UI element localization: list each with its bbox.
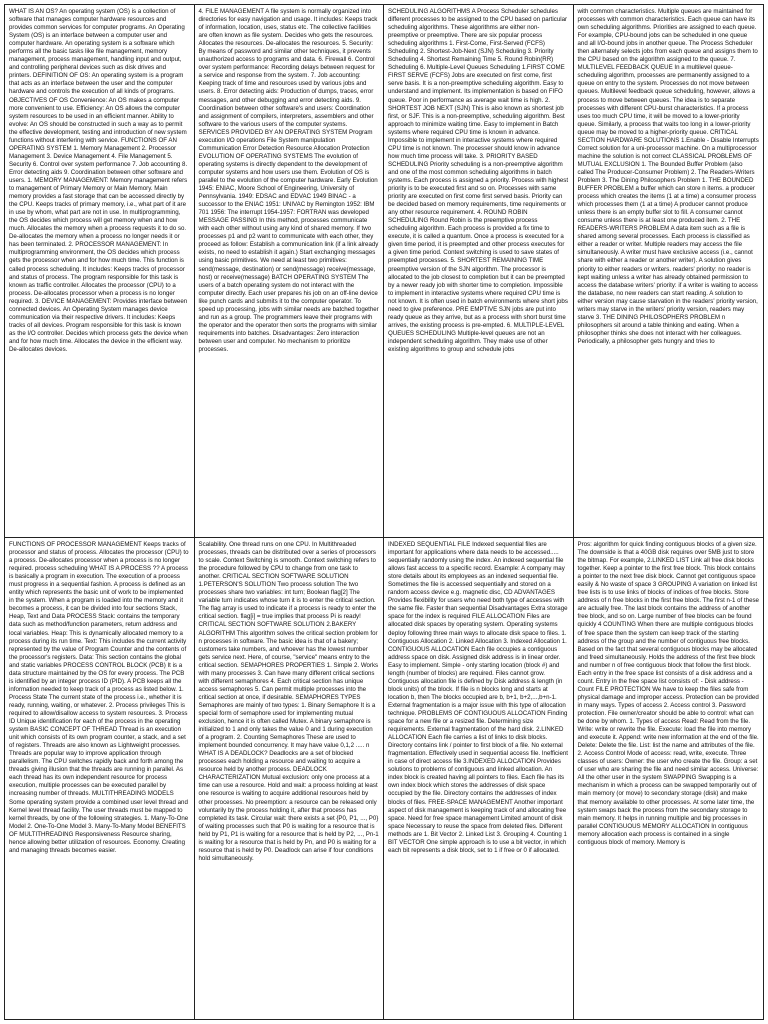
cell-heading: INDEXED SEQUENTIAL FILE xyxy=(388,541,471,548)
cell-mutual-exclusion xyxy=(574,5,764,538)
cell-body: A Process Scheduler schedules different processes to be assigned to the CPU based on particular scheduling algorithms. These algorithms are either non-preemptive or preemptive. There are six popular process scheduling algorithms 1. First-Come, First-Served (FCFS) Scheduling 2. Shortest-Job-Next (SJN) Scheduling 3. Priority Scheduling 4. Shortest Remaining Time 5. Round Robin(RR) Scheduling 6. Multiple-Level Queues Scheduling 1.FIRST COME FIRST SERVE (FCFS) Jobs are executed on first come, first serve basis. It is a non-preemptive scheduling algorithm. Easy to understand and implement. Its implementation is based on FIFO queue. Poor in performance as average wait time is high. 2. SHORTEST JOB NEXT (SJN) This is also known as shortest job first, or SJF. This is a non-preemptive, scheduling algorithm. Best approach to minimize waiting time. Easy to implement in Batch systems where required CPU time is known in advance. Impossible to implement in interactive systems where required CPU time is not known. The processer should know in advance how much time process will take. 3. PRIORITY BASED SCHEDULING Priority scheduling is a non-preemptive algorithm and one of the most common scheduling algorithms in batch systems. Each process is assigned a priority. Process with highest priority is to be executed first and so on. Processes with same priority are executed on first come first served basis. Priority can be decided based on memory requirements, time requirements or any other resource requirement. 4. ROUND ROBIN SCHEDULING Round Robin is the preemptive process scheduling algorithm. Each process is provided a fix time to execute, it is called a quantum. Once a process is executed for a given time period, it is preempted and other process executes for a given time period. Context switching is used to save states of preempted processes. 5. SHORTEST REMAINING TIME preemptive version of the SJN algorithm. The processor is allocated to the job closest to completion but it can be preempted by a newer ready job with shorter time to completion. Impossible to implement in interactive systems where required CPU time is not known. It is often used in batch environments where short jobs need to give preference. PRE EMPTIVE SJN jobs are put into ready queue as they arrive, but as a process with short burst time arrives, the existing process is pre-empted. 6. MULTIPLE-LEVEL QUEUES SCHEDULING Multiple-level queues are not an independent scheduling algorithm. They make use of other existing algorithms to group and schedule jobs xyxy=(388,8,569,353)
cell-free-space-protection xyxy=(574,538,764,1019)
cell-processor-management xyxy=(5,538,195,1019)
cell-heading: SCHEDULING ALGORITHMS xyxy=(388,8,471,15)
cell-heading: 4. FILE MANAGEMENT xyxy=(198,8,264,15)
cell-file-allocation xyxy=(384,538,574,1019)
cell-critical-section xyxy=(195,538,385,1019)
cell-body: A file system is normally organized into directories for easy navigation and usage. It includes: Keeps track of information, location, uses, status etc. The collective facilities are often known as file system. Decides who gets the resources. Allocates the resources. De-allocates the resources. 5. Security: By means of password and similar other techniques, it prevents unauthorized access to programs and data. 6. Firewall 6. Control over system performance: Recording delays between request for a service and response from the system. 7. Job accounting: Keeping track of time and resources used by various jobs and users. 8. Error detecting aids: Production of dumps, traces, error messages, and other debugging and error detecting aids. 9. Coordination between other software's and users: Coordination and assignment of compilers, interpreters, assemblers and other software to the various users of the computer systems. SERVICES PROVIDED BY AN OPERATING SYSTEM Program execution I/O operations File System manipulation Communication Error Detection Resource Allocation Protection EVOLUTION OF OPERATING SYSTEMS The evolution of operating systems is directly dependent to the development of computer systems and how users use them. Evolution of OS is parallel to the evolution of the computer hardware. Early Evolution 1945: ENIAC, Moore School of Engineering, University of Pennsylvania. 1949: EDSAC and EDVAC 1949 BINAC - a successor to the ENIAC 1951: UNIVAC by Remington 1952: IBM 701 1956: The interrupt 1954-1957: FORTRAN was developed MESSAGE PASSING In this method, processes communicate with each other without using any kind of shared memory. If two processes p1 and p2 want to communicate with each other, they proceed as follow: Establish a communication link (if a link already exists, no need to establish it again.) Start exchanging messages using basic primitives. We need at least two primitives: send(message, destination) or send(message) receive(message, host) or receive(message) BATCH OPERATING SYSTEM The users of a batch operating system do not interact with the computer directly. Each user prepares his job on an off-line device like punch cards and submits it to the computer operator. To speed up processing, jobs with similar needs are batched together and run as a group. The programmers leave their programs with the operator and the operator then sorts the programs with similar requirements into batches. Disadvantages: Zero interaction between user and computer. No mechanism to prioritize processes. xyxy=(198,8,379,353)
cell-scheduling xyxy=(384,5,574,538)
cell-body: Pros: algorithm for quick finding contiguous blocks of a given size. The downside is that a 40GB disk requires over 5MB just to store the bitmap. For example, 2.LINKED LIST Link all free disk blocks together. Keep a pointer to the first free block. This block contains a pointer to the next free disk block. Cannot get contiguous space easily & No waste of space 3 GROUPING A variation on linked list free lists is to use links of blocks of indices of free blocks. Store address of n free blocks in the first free block. The first n-1 of these are actually free. The last block contains the address of another free block, and so on. Large number of free blocks can be found quickly 4 COUNTING When there are multiple contiguous blocks of free space then the system can keep track of the starting address of the group and the number of contiguous free blocks. Based on the fact that several contiguous blocks may be allocated and freed simultaneously. Holds the address of the first free block and number n of free contiguous block that follow the first block. Each entry in the free space list consists of a disk address and a count. Entry in the free space list consists of: - Disk address - Count FILE PROTECTION We have to keep the files safe from physical damage and improper access. Protection can be provided in many ways. Types of access 2. Access control 3. Password protection. File owner/creator should be able to control: what can be done by whom. 1. Types of access Read: Read from the file. Write: write or rewrite the file. Execute: load the file into memory and execute it. Append: write new information at the end of the file. Delete: Delete the file. List: list the name and attributes of the file. 2. Access Control Mode of access: read, write, execute. Three classes of users: Owner: the user who create the file. Group: a set of user who are sharing the file and need similar access. Universe: All the other user in the system SWAPPING Swapping is a mechanism in which a process can be swapped temporarily out of main memory (or move) to secondary storage (disk) and make that memory available to other processes. At some later time, the system swaps back the process from the secondary storage to main memory. It helps in running multiple and big processes in parallel CONTIGUOUS MEMORY ALLOCATION In contiguous memory allocation each process is contained in a single contiguous block of memory. Memory is xyxy=(577,541,759,846)
cheat-sheet xyxy=(4,4,764,1020)
cell-heading: WHAT IS AN OS? xyxy=(9,8,58,15)
cell-body: Scalability. One thread runs on one CPU. In Multithreaded processes, threads can be distributed over a series of processors to scale. Context Switching is smooth. Context switching refers to the procedure followed by CPU to change from one task to another. CRITICAL SECTION SOFTWARE SOLUTION 1.PETERSON'S SOLUTION Two process solution The two processes share two variables: int turn; Boolean flag[2] The variable turn indicates whose turn it is to enter the critical section. The flag array is used to indicate if a process is ready to enter the critical section. flag[i] = true implies that process Pi is ready! CRITICAL SECTION SOFTWARE SOLUTION 2.BAKERY ALGORITHM This algorithm solves the critical section problem for n processes in software. The basic idea is that of a bakery; customers take numbers, and whoever has the lowest number gets service next. Here, of course, "service" means entry to the critical section. SEMAPHORES PROPERTIES 1. Simple 2. Works with many processes 3. Can have many different critical sections with different semaphores 4. Each critical section has unique access semaphores 5. Can permit multiple processes into the critical section at once, if desirable. SEMAPHORES TYPES Semaphores are mainly of two types: 1. Binary Semaphore It is a special form of semaphore used for implementing mutual exclusion, hence it is often called Mutex. A binary semaphore is initialized to 1 and only takes the value 0 and 1 during execution of a program. 2. Counting Semaphores These are used to implement bounded concurrency. It may have value 0,1,2 ..... n WHAT IS A DEADLOCK? Deadlocks are a set of blocked processes each holding a resource and waiting to acquire a resource held by another process. DEADLOCK CHARACTERIZATION Mutual exclusion: only one process at a time can use a resource. Hold and wait: a process holding at least one resource is waiting to acquire additional resources held by other processes. No preemption: a resource can be released only voluntarily by the process holding it, after that process has completed its task. Circular wait: there exists a set {P0, P1, ..., P0} of waiting processes such that P0 is waiting for a resource that is held by P1, P1 is waiting for a resource that is held by P2, ..., Pn-1 is waiting for a resource that is held by Pn, and P0 is waiting for a resource that is held by P0. Deadlock can arise if four conditions hold simultaneously. xyxy=(198,541,379,862)
cell-body: Indexed sequential files are important for applications where data needs to be accessed..... sequentially randomly using the index. An indexed sequential file allows fast access to a specific record. Example: A company may store details about its employees as an indexed sequential file. Sometimes the file is accessed sequentially and stored on a random access device e.g. magnetic disc, CD ADVANTAGES Provides flexibility for users who need both type of accesses with the same file. Faster than sequential Disadvantages Extra storage space for the index is required FILE ALLOCATION Files are allocated disk spaces by operating system. Operating systems deploy following three main ways to allocate disk space to files. 1. Contiguous Allocation 2. Linked Allocation 3. Indexed Allocation 1. CONTIGUOUS ALLOCATION Each file occupies a contiguous address space on disk. Assigned disk address is in linear order. Easy to implement. Simple - only starting location (block #) and length (number of blocks) are required. Files cannot grow. Contiguous allocation file is defined by Disk address & length (in block units) of the block. If file is n blocks long and starts at location b, then The blocks occupied are b, b+1, b+2,...,b+n-1. External fragmentation is a major issue with this type of allocation technique. PROBLEMS OF CONTIGUOUS ALLOCATION Finding space for a new file or a resized file. Determining size requirements. External fragmentation of the hard disk. 2.LINKED ALLOCATION Each file carries a list of links to disk blocks. Directory contains link / pointer to first block of a file. No external fragmentation. Effectively used in sequential access file. Inefficient in case of direct access file 3.INDEXED ALLOCATION Provides solutions to problems of contiguous and linked allocation. An index block is created having all pointers to files. Each file has its own index block which stores the addresses of disk space occupied by the file. Directory contains the addresses of index blocks of files. FREE-SPACE MANAGEMENT Another important aspect of disk management is keeping track of and allocating free space. Need for free space management Limited amount of disk space Necessary to reuse the space from deleted files. Different methods are 1. Bit Vector 2. Linked List 3. Grouping 4. Counting 1 BIT VECTOR One simple approach is to use a bit vector, in which each bit represents a disk block, set to 1 if free or 0 if allocated. xyxy=(388,541,569,854)
cell-os-basics xyxy=(5,5,195,538)
cell-heading: FUNCTIONS OF PROCESSOR MANAGEMENT xyxy=(9,541,142,548)
cell-file-management xyxy=(195,5,385,538)
cell-body: with common characteristics. Multiple queues are maintained for processes with common characteristics. Each queue can have its own scheduling algorithms. Priorities are assigned to each queue. For example, CPU-bound jobs can be scheduled in one queue and all I/O-bound jobs in another queue. The Process Scheduler then alternately selects jobs from each queue and assigns them to the CPU based on the algorithm assigned to the queue. 7. MULTILEVEL FEEDBACK QUEUE In a multilevel queue-scheduling algorithm, processes are permanently assigned to a queue on entry to the system. Processes do not move between queues. Multilevel feedback queue scheduling, however, allows a process to move between queues. The idea is to separate processes with different CPU-burst characteristics. If a process uses too much CPU time, it will be moved to a lower-priority queue. Similarly, a process that waits too long in a lower-priority queue may be moved to a higher-priority queue. CRITICAL SECTION HARDWARE SOLUTIONS 1.Enable - Disable Interrupts Correct solution for a uni-processor machine. On a multiprocessor machine the solution is not correct CLASSICAL PROBLEMS OF MUTUAL EXCLUSION 1. The Bounded Buffer Problem (also called The Producer-Consumer Problem) 2. The Readers-Writers Problem 3. The Dining Philosophers Problem 1. THE BOUNDED BUFFER PROBLEM a buffer which can store n items. a producer process which creates the items (1 at a time) a consumer process which processes them (1 at a time) A producer cannot produce unless there is an empty buffer slot to fill. A consumer cannot consume unless there is at least one produced item. 2. THE READERS-WRITERS PROBLEM A data item such as a file is shared among several processes. Each process is classified as either a reader or writer. Multiple readers may access the file simultaneously. A writer must have exclusive access (i.e., cannot share with either a reader or another writer). A solution gives priority to either readers or writers. readers' priority: no reader is kept waiting unless a writer has already obtained permission to access the database writers' priority: if a writer is waiting to access the database, no new readers can start reading. A solution to either version may cause starvation in the readers' priority version, writers may starve in the writers' priority version, readers may starve 3. THE DINING PHILOSOPHERS PROBLEM n philosophers sit around a table thinking and eating. When a philosopher thinks she does not interact with her colleagues. Periodically, a philosopher gets hungry and tries to xyxy=(577,8,759,345)
cell-body: An operating system (OS) is a collection of software that manages computer hardware resources and provides common services for computer programs. An Operating System (OS) is an interface between a computer user and computer hardware. An operating system is a software which performs all the basic tasks like file management, memory management, process management, handling input and output, and controlling peripheral devices such as disk drives and printers. DEFINITION OF OS: An operating system is a program that acts as an interface between the user and the computer hardware and controls the execution of all kinds of programs. OBJECTIVES OF OS Convenience: An OS makes a computer more convenient to use. Efficiency: An OS allows the computer system resources to be used in an efficient manner. Ability to evolve: An OS should be constructed in such a way as to permit the effective development, testing and introduction of new system functions without interfering with service. FUNCTIONS OF AN OPERATING SYSTEM 1. Memory Management 2. Processor Management 3. Device Management 4. File Management 5. Security 6. Control over system performance 7. Job accounting 8. Error detecting aids 9. Coordination between other software and users. 1. MEMORY MANAGEMENT: Memory management refers to management of Primary Memory or Main Memory. Main memory provides a fast storage that can be accessed directly by the CPU. Keeps tracks of primary memory, i.e., what part of it are in use by whom, what part are not in use. In multiprogramming, the OS decides which process will get memory when and how much. Allocates the memory when a process requests it to do so. De-allocates the memory when a process no longer needs it or has been terminated. 2. PROCESSOR MANAGEMENT: In multiprogramming environment, the OS decides which process gets the processor when and for how much time. This function is called process scheduling. It includes: Keeps tracks of processor and status of process. The program responsible for this task is known as traffic controller. Allocates the processor (CPU) to a process. De-allocates processor when a process is no longer required. 3. DEVICE MANAGEMENT: Provides interface between connected devices. An Operating System manages device communication via their respective drivers. It includes: Keeps tracks of all devices. Program responsible for this task is known as the I/O controller. Decides which process gets the device when and for how much time. Allocates the device in the efficient way. De-allocates devices. xyxy=(9,8,188,353)
cell-body: Keeps tracks of processor and status of process. Allocates the processor (CPU) to a process. De-allocates processor when a process is no longer required. process scheduling WHAT IS A PROCESS ?? A process is basically a program in execution. The execution of a process must progress in a sequential fashion. A process is defined as an entity which represents the basic unit of work to be implemented in the system. When a program is loaded into the memory and it becomes a process, it can be divided into four sections Stack, Heap, Text and Data PROCESS Stack: contains the temporary data such as method/function parameters, return address and local variables. Heap: This is dynamically allocated memory to a process during its run time. Text: This includes the current activity represented by the value of Program Counter and the contents of the processor's registers. Data: This section contains the global and static variables PROCESS CONTROL BLOCK (PCB) It is a data structure maintained by the OS for every process. The PCB is identified by an integer process ID (PID). A PCB keeps all the information needed to keep track of a process as listed below. 1. Process State The current state of the process i.e., whether it is ready, running, waiting, or whatever. 2. Process privileges This is required to allow/disallow access to system resources. 3. Process ID Unique identification for each of the process in the operating system BASIC CONCEPT OF THREAD Thread is an execution unit which consists of its own program counter, a stack, and a set of registers. Threads are also known as Lightweight processes. Threads are popular way to improve application through parallelism. The CPU switches rapidly back and forth among the threads giving illusion that the threads are running in parallel. As each thread has its own independent resource for process execution, multiple processes can be executed parallel by increasing number of threads. MULTITHREADING MODELS Some operating system provide a combined user level thread and Kernel level thread facility. The user threads must be mapped to kernel threads, by one of the following strategies. 1. Many-To-One Model 2. One-To-One Model 3. Many-To-Many Model BENEFITS OF MULTITHREADING Responsiveness Resource sharing, hence allowing better utilization of resources. Economy. Creating and managing threads becomes easier. xyxy=(9,541,189,854)
